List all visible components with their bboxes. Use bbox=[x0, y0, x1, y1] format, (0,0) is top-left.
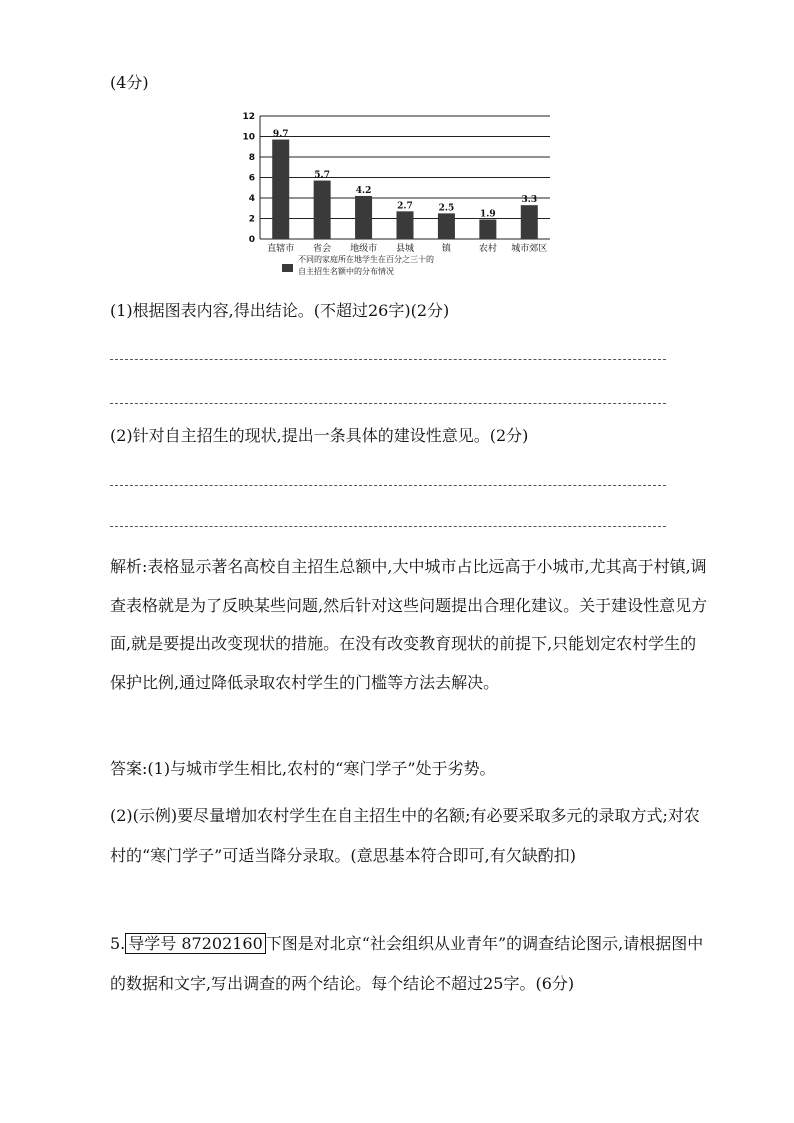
y-tick-label: 4 bbox=[248, 194, 255, 204]
question-5-number: 5. bbox=[110, 934, 126, 953]
answer-line-3 bbox=[110, 485, 666, 486]
question-2: (2)针对自主招生的现状,提出一条具体的建设性意见。(2分) bbox=[110, 426, 529, 445]
y-tick-label: 0 bbox=[248, 235, 255, 245]
chart-legend bbox=[282, 254, 434, 276]
bar bbox=[314, 181, 331, 239]
analysis-paragraph: 解析:表格显示著名高校自主招生总额中,大中城市占比远高于小城市,尤其高于村镇,调查表格就是为了反映某些问题,然后针对这些问题提出合理化建议。关于建设性意见方面,就是要提出改变现状的措施。在没有改变教育现状的前提下,只能划定农村学生的保护比例,通过降低录取农村学生的门槛等方法去解决。 bbox=[110, 557, 708, 692]
bar-value-label: 5.7 bbox=[314, 170, 330, 181]
category-label: 农村 bbox=[478, 244, 497, 254]
question-5-text: 下图是对北京“社会组织从业青年”的调查结论图示,请根据图中的数据和文字,写出调查的两个结论。每个结论不超过25字。(6分) bbox=[110, 934, 704, 993]
score-label: (4分) bbox=[110, 73, 149, 92]
answer-2: (2)(示例)要尽量增加农村学生在自主招生中的名额;有必要采取多元的录取方式;对农村的“寒门学子”可适当降分录取。(意思基本符合即可,有欠缺酌扣) bbox=[110, 806, 700, 865]
chart-bars bbox=[272, 130, 538, 239]
y-tick-label: 10 bbox=[242, 132, 255, 143]
answer-line-4 bbox=[110, 526, 666, 527]
category-label: 省会 bbox=[313, 244, 332, 254]
bar-chart bbox=[238, 108, 558, 288]
bar-value-label: 9.7 bbox=[272, 129, 289, 140]
y-tick-label: 6 bbox=[248, 173, 255, 184]
y-tick-label: 2 bbox=[248, 214, 255, 225]
guide-number-box: 导学号 87202160 bbox=[125, 933, 266, 954]
bar-value-label: 2.7 bbox=[397, 201, 413, 212]
legend-label: 自主招生名额中的分布情况 bbox=[298, 267, 394, 276]
bar-value-label: 4.2 bbox=[355, 185, 372, 196]
bar bbox=[397, 211, 414, 239]
category-label: 县城 bbox=[395, 244, 415, 254]
category-label: 镇 bbox=[441, 244, 451, 254]
bar-value-label: 3.3 bbox=[521, 195, 538, 206]
legend-swatch bbox=[282, 264, 293, 272]
bar-value-label: 2.5 bbox=[438, 203, 455, 214]
category-label: 地级市 bbox=[350, 244, 378, 254]
category-label: 直辖市 bbox=[267, 244, 295, 254]
bar bbox=[479, 220, 496, 239]
question-1: (1)根据图表内容,得出结论。(不超过26字)(2分) bbox=[110, 301, 450, 320]
bar bbox=[438, 213, 455, 239]
legend-label: 不同的家庭所在地学生在百分之三十的 bbox=[298, 255, 434, 264]
bar bbox=[355, 196, 372, 239]
category-label: 城市郊区 bbox=[511, 244, 548, 254]
answer-line-2 bbox=[110, 403, 666, 404]
y-axis-ticks bbox=[242, 112, 255, 245]
bar bbox=[272, 140, 289, 239]
question-5 bbox=[110, 924, 710, 1004]
bar bbox=[521, 205, 538, 239]
x-axis-categories bbox=[267, 242, 547, 254]
answer-1: 答案:(1)与城市学生相比,农村的“寒门学子”处于劣势。 bbox=[110, 759, 496, 778]
bar-value-label: 1.9 bbox=[480, 209, 496, 220]
y-tick-label: 8 bbox=[248, 153, 255, 163]
answer-line-1 bbox=[110, 359, 666, 360]
y-tick-label: 12 bbox=[242, 112, 255, 122]
